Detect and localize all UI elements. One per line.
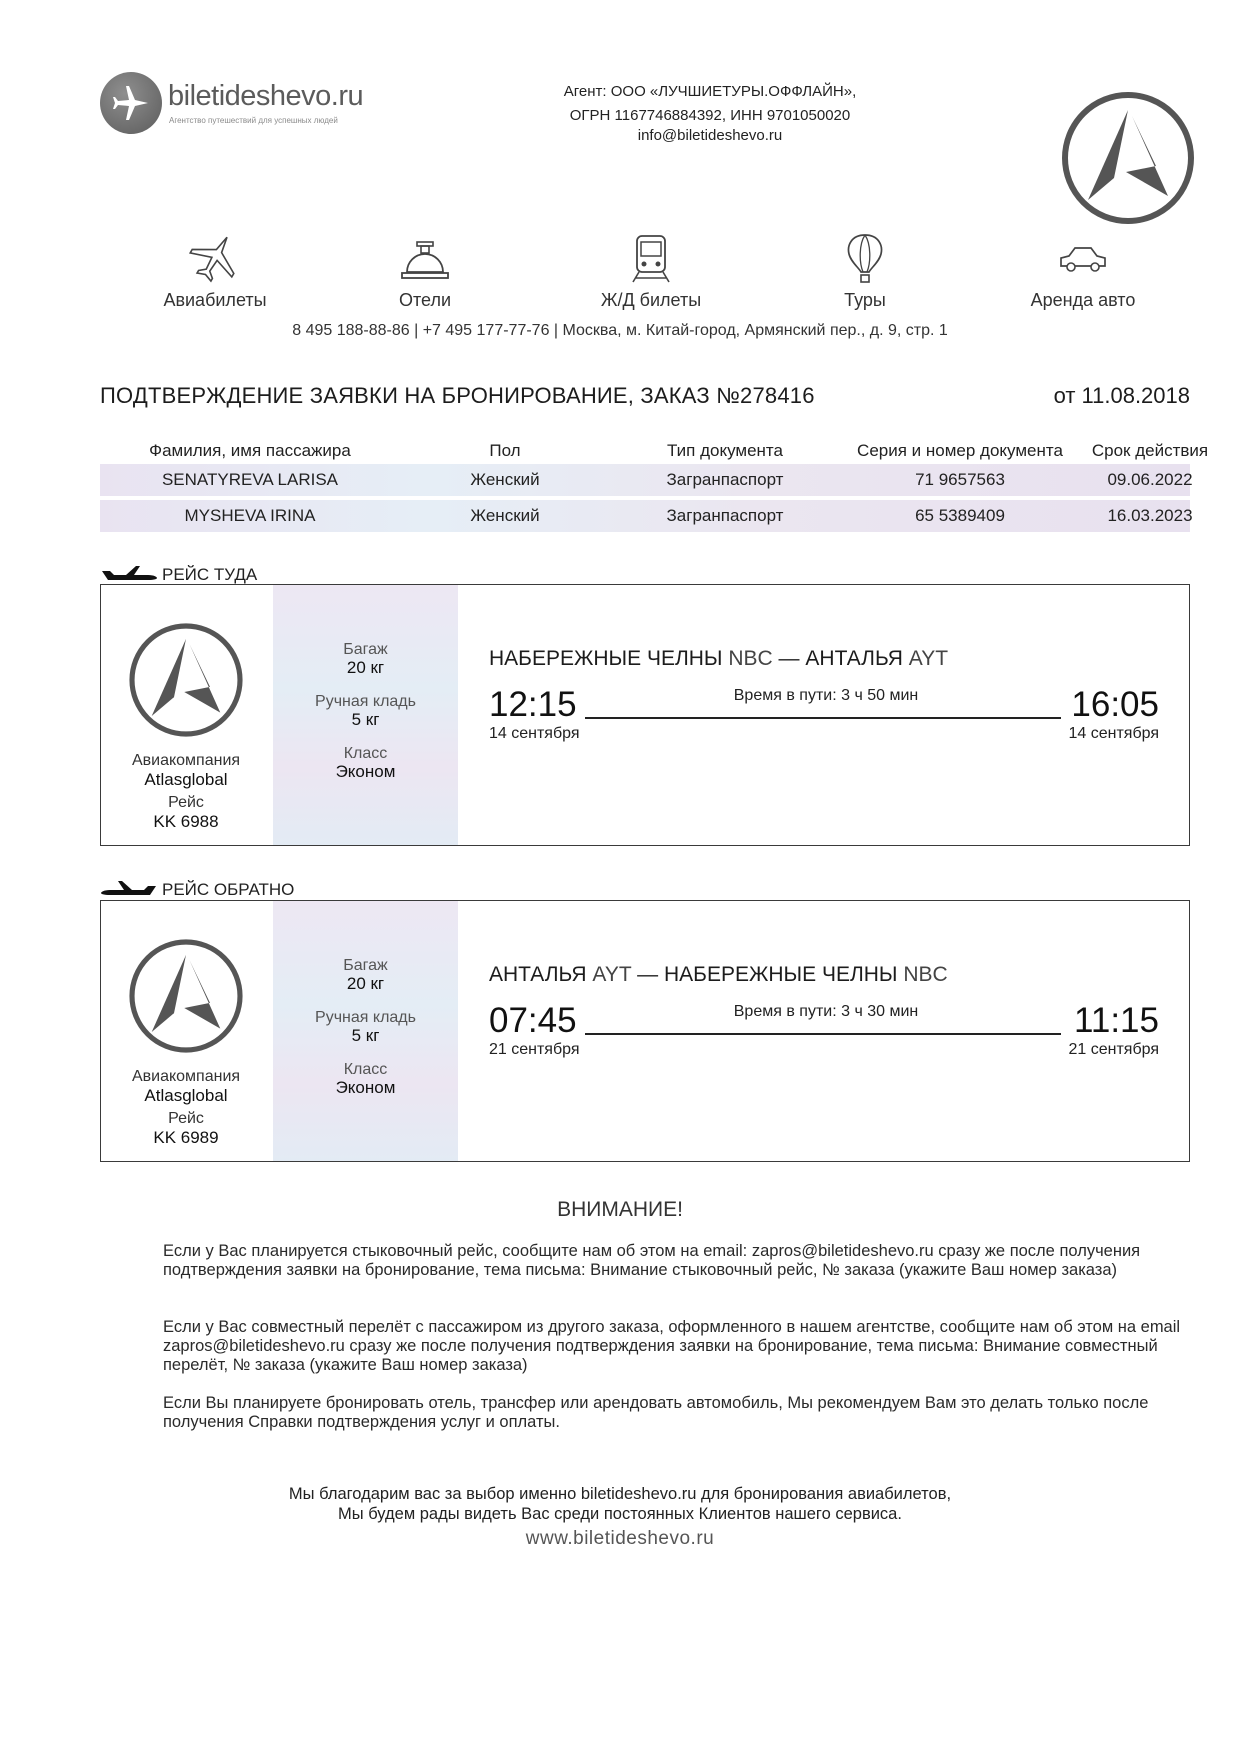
departure-date: 14 сентября	[489, 725, 580, 742]
route-dash: —	[778, 647, 800, 670]
services-bar	[130, 232, 1180, 322]
passenger-name: MYSHEVA IRINA	[184, 506, 316, 525]
class-value: Эконом	[335, 762, 396, 781]
hotel-bell-icon	[397, 232, 453, 284]
baggage-info	[273, 957, 458, 993]
hand-luggage-label: Ручная кладь	[315, 1009, 416, 1026]
airline-name: Atlasglobal	[144, 770, 228, 789]
table-header	[100, 438, 1209, 464]
thanks-message	[0, 1484, 1240, 1524]
site-link[interactable]: www.biletideshevo.ru	[525, 1528, 715, 1549]
baggage-label: Багаж	[343, 957, 388, 974]
flight-card-back	[100, 900, 1190, 1162]
service-car-rental[interactable]	[998, 232, 1168, 311]
airline-logo-icon	[126, 620, 246, 740]
flight-number: KK 6989	[153, 1128, 219, 1147]
table-row	[100, 500, 1193, 532]
hand-luggage-value: 5 кг	[351, 1026, 380, 1045]
flight-back-label	[100, 880, 294, 900]
passengers-table	[100, 438, 1209, 532]
service-label: Авиабилеты	[163, 290, 267, 310]
flight-no-label: Рейс	[168, 794, 204, 811]
header-doc-type: Тип документа	[667, 441, 783, 460]
agent-info	[470, 80, 950, 148]
logo-text: biletideshevo.ru	[168, 80, 364, 112]
car-icon	[1055, 232, 1111, 284]
service-flights[interactable]	[130, 232, 300, 311]
flight-direction: РЕЙС ТУДА	[162, 565, 258, 584]
route-line	[585, 1033, 1061, 1035]
service-label: Туры	[844, 290, 886, 310]
logo-subtitle: Агентство путешествий для успешных людей	[169, 116, 338, 125]
flight-card-out	[100, 584, 1190, 846]
contacts-line: 8 495 188-88-86 | +7 495 177-77-76 | Москва, м. Китай-город, Армянский пер., д. 9, стр. 1	[292, 322, 948, 339]
class-label: Класс	[343, 1061, 388, 1078]
service-tours[interactable]	[780, 232, 950, 311]
thanks-line: Мы будем рады видеть Вас среди постоянных Клиентов нашего сервиса.	[338, 1505, 902, 1523]
attention-paragraph: Если у Вас планируется стыковочный рейс, сообщите нам об этом на email: zapros@biletideshevo.ru сразу же после получения подтверждения заявки на бронирование, тема письма: Внимание стыковочный рейс, № заказа (укажите Ваш номер заказа)	[163, 1242, 1141, 1279]
site-logo	[100, 72, 400, 138]
class-info	[273, 1061, 458, 1097]
departure-time: 12:15	[489, 685, 577, 724]
from-code: NBC	[728, 647, 773, 670]
airline-logo-icon	[126, 936, 246, 1056]
route	[489, 963, 948, 987]
service-label: Ж/Д билеты	[600, 290, 702, 310]
order-date: от 11.08.2018	[1053, 383, 1190, 408]
plane-silhouette-icon	[100, 878, 158, 898]
flight-no-label: Рейс	[168, 1110, 204, 1127]
service-label: Отели	[398, 290, 451, 310]
travel-duration: Время в пути: 3 ч 30 мин	[733, 1003, 919, 1020]
passenger-expiry: 16.03.2023	[1107, 506, 1193, 525]
service-hotels[interactable]	[340, 232, 510, 311]
airline-name: Atlasglobal	[144, 1086, 228, 1105]
plane-logo-icon	[100, 72, 162, 134]
flight-number: KK 6988	[153, 812, 219, 831]
hand-luggage-info	[273, 693, 458, 729]
flight-out-label	[100, 565, 257, 585]
header-expiry: Срок действия	[1091, 441, 1209, 460]
train-icon	[623, 232, 679, 284]
to-city: АНТАЛЬЯ	[805, 647, 903, 670]
baggage-info	[273, 641, 458, 677]
route-line	[585, 717, 1061, 719]
airline-label: Авиакомпания	[131, 752, 241, 769]
baggage-value: 20 кг	[346, 658, 385, 677]
from-city: НАБЕРЕЖНЫЕ ЧЕЛНЫ	[489, 647, 723, 670]
class-info	[273, 745, 458, 781]
to-code: NBC	[903, 963, 948, 986]
baggage-strip	[273, 585, 458, 845]
baggage-label: Багаж	[343, 641, 388, 658]
arrival-date: 21 сентября	[1068, 1041, 1159, 1058]
atlasglobal-logo-icon	[1058, 88, 1198, 228]
table-row	[100, 464, 1193, 496]
agent-email: info@biletideshevo.ru	[637, 127, 783, 144]
arrival-date: 14 сентября	[1068, 725, 1159, 742]
flight-direction: РЕЙС ОБРАТНО	[162, 880, 295, 899]
service-label: Аренда авто	[1030, 290, 1136, 310]
airline-info	[101, 751, 271, 831]
agent-line: Агент: ООО «ЛУЧШИЕТУРЫ.ОФФЛАЙН»,	[563, 83, 857, 100]
header-name: Фамилия, имя пассажира	[149, 441, 351, 460]
passenger-doc-type: Загранпаспорт	[666, 470, 784, 489]
hand-luggage-label: Ручная кладь	[315, 693, 416, 710]
route-dash: —	[637, 963, 659, 986]
header-gender: Пол	[489, 441, 521, 460]
agent-ogrn: ОГРН 1167746884392, ИНН 9701050020	[569, 107, 851, 124]
passenger-expiry: 09.06.2022	[1107, 470, 1193, 489]
departure-time: 07:45	[489, 1001, 577, 1040]
from-city: АНТАЛЬЯ	[489, 963, 587, 986]
travel-duration: Время в пути: 3 ч 50 мин	[733, 687, 919, 704]
airline-label: Авиакомпания	[131, 1068, 241, 1085]
passenger-doc-number: 71 9657563	[915, 470, 1005, 489]
balloon-icon	[837, 232, 893, 284]
to-code: AYT	[908, 647, 949, 670]
passenger-name: SENATYREVA LARISA	[161, 470, 339, 489]
passenger-gender: Женский	[470, 506, 540, 525]
header-doc-number: Серия и номер документа	[857, 441, 1063, 460]
service-trains[interactable]	[566, 232, 736, 311]
class-value: Эконом	[335, 1078, 396, 1097]
airplane-icon	[187, 232, 243, 284]
attention-paragraph: Если у Вас совместный перелёт с пассажиром из другого заказа, оформленного в нашем агентстве, сообщите нам об этом на email zapros@biletideshevo.ru сразу же после получения подтверждения заявки на бронирование, тема письма: Внимание совместный перелёт, № заказа (укажите Ваш номер заказа)	[163, 1318, 1181, 1374]
plane-silhouette-icon	[100, 563, 158, 583]
arrival-time: 16:05	[1071, 685, 1159, 724]
page-title: ПОДТВЕРЖДЕНИЕ ЗАЯВКИ НА БРОНИРОВАНИЕ, ЗАКАЗ №278416	[100, 383, 815, 408]
passenger-gender: Женский	[470, 470, 540, 489]
hand-luggage-value: 5 кг	[351, 710, 380, 729]
from-code: AYT	[592, 963, 632, 986]
attention-title: ВНИМАНИЕ!	[557, 1198, 683, 1221]
baggage-strip	[273, 901, 458, 1161]
thanks-line: Мы благодарим вас за выбор именно biletideshevo.ru для бронирования авиабилетов,	[288, 1485, 952, 1503]
hand-luggage-info	[273, 1009, 458, 1045]
arrival-time: 11:15	[1074, 1001, 1159, 1040]
baggage-value: 20 кг	[346, 974, 385, 993]
route	[489, 647, 948, 671]
airline-info	[101, 1067, 271, 1147]
class-label: Класс	[343, 745, 388, 762]
departure-date: 21 сентября	[489, 1041, 580, 1058]
attention-paragraph: Если Вы планируете бронировать отель, трансфер или арендовать автомобиль, Мы рекомендуем Вам это делать только после получения Справки подтверждения услуг и оплаты.	[163, 1394, 1149, 1431]
passenger-doc-type: Загранпаспорт	[666, 506, 784, 525]
to-city: НАБЕРЕЖНЫЕ ЧЕЛНЫ	[664, 963, 898, 986]
passenger-doc-number: 65 5389409	[915, 506, 1005, 525]
